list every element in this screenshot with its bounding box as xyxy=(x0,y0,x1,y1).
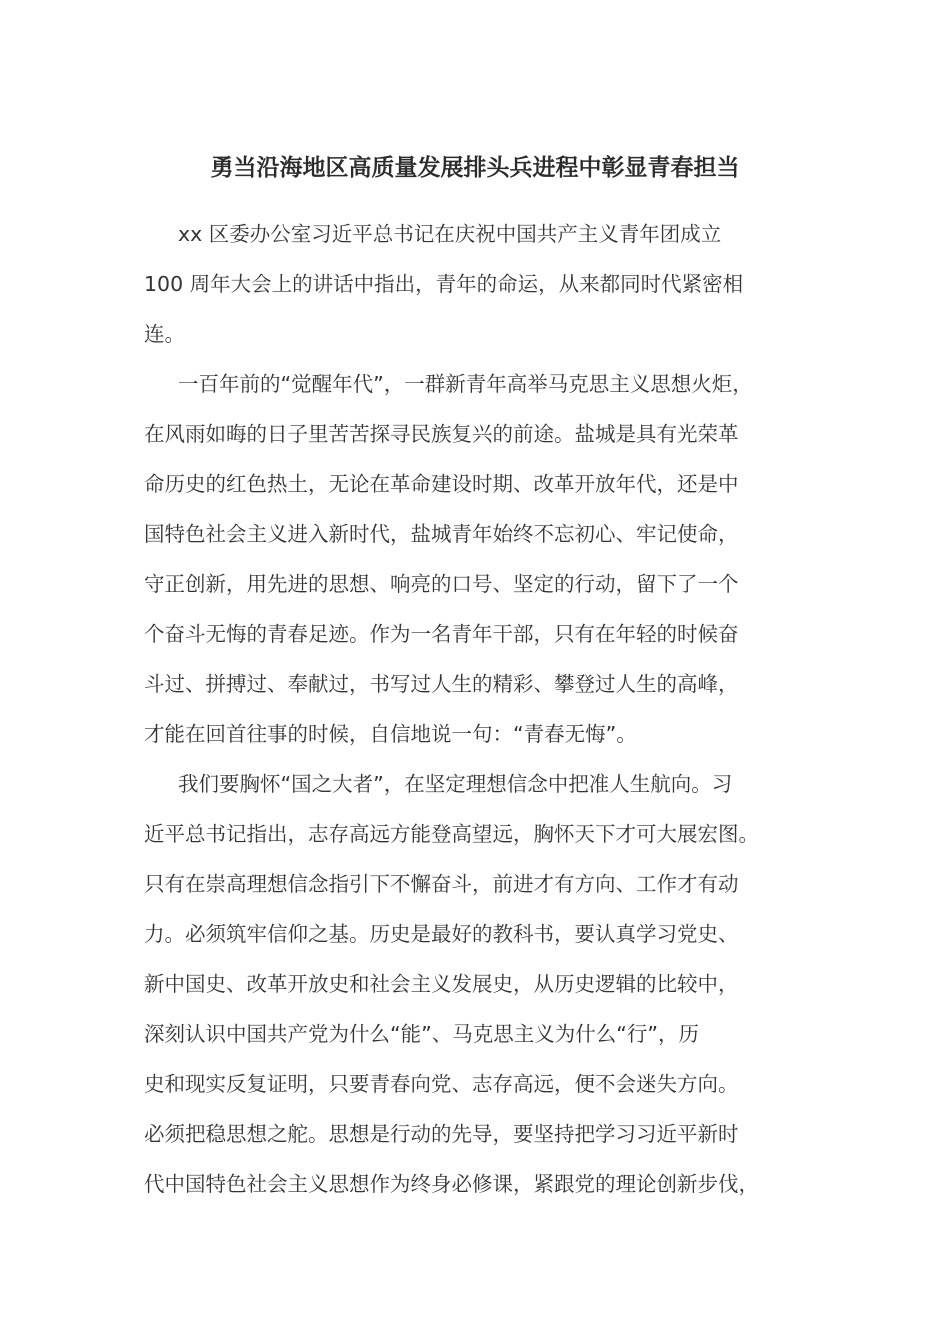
text-line: 力。必须筑牢信仰之基。历史是最好的教科书，要认真学习党史、 xyxy=(144,922,739,946)
text-line: 命历史的红色热土，无论在革命建设时期、改革开放年代，还是中 xyxy=(144,472,739,496)
text-line: 个奋斗无悔的青春足迹。作为一名青年干部，只有在年轻的时候奋 xyxy=(144,622,739,646)
text-line: 新中国史、改革开放史和社会主义发展史，从历史逻辑的比较中， xyxy=(144,972,739,996)
text-line: 才能在回首往事的时候，自信地说一句：“青春无悔”。 xyxy=(144,722,637,746)
text-line: 一百年前的“觉醒年代”，一群新青年高举马克思主义思想火炬， xyxy=(178,372,753,396)
text-line: 我们要胸怀“国之大者”，在坚定理想信念中把准人生航向。习 xyxy=(178,772,733,796)
text-line: 100 周年大会上的讲话中指出，青年的命运，从来都同时代紧密相 xyxy=(144,272,744,296)
text-line: 必须把稳思想之舵。思想是行动的先导，要坚持把学习习近平新时 xyxy=(144,1122,739,1146)
text-line: 只有在崇高理想信念指引下不懈奋斗，前进才有方向、工作才有动 xyxy=(144,872,739,896)
text-line: 守正创新，用先进的思想、响亮的口号、坚定的行动，留下了一个 xyxy=(144,572,739,596)
text-line: 在风雨如晦的日子里苦苦探寻民族复兴的前途。盐城是具有光荣革 xyxy=(144,422,739,446)
text-line: xx 区委办公室习近平总书记在庆祝中国共产主义青年团成立 xyxy=(178,222,722,246)
text-line: 近平总书记指出，志存高远方能登高望远，胸怀天下才可大展宏图。 xyxy=(144,822,759,846)
text-line: 连。 xyxy=(144,322,185,346)
text-line: 史和现实反复证明，只要青春向党、志存高远，便不会迷失方向。 xyxy=(144,1072,739,1096)
text-line: 深刻认识中国共产党为什么“能”、马克思主义为什么“行”，历 xyxy=(144,1022,699,1046)
text-line: 斗过、拼搏过、奉献过，书写过人生的精彩、攀登过人生的高峰， xyxy=(144,672,739,696)
text-line: 国特色社会主义进入新时代，盐城青年始终不忘初心、牢记使命， xyxy=(144,522,739,546)
document-title: 勇当沿海地区高质量发展排头兵进程中彰显青春担当 xyxy=(210,155,740,181)
document-body xyxy=(144,214,834,1214)
text-line: 代中国特色社会主义思想作为终身必修课，紧跟党的理论创新步伐， xyxy=(144,1172,759,1196)
